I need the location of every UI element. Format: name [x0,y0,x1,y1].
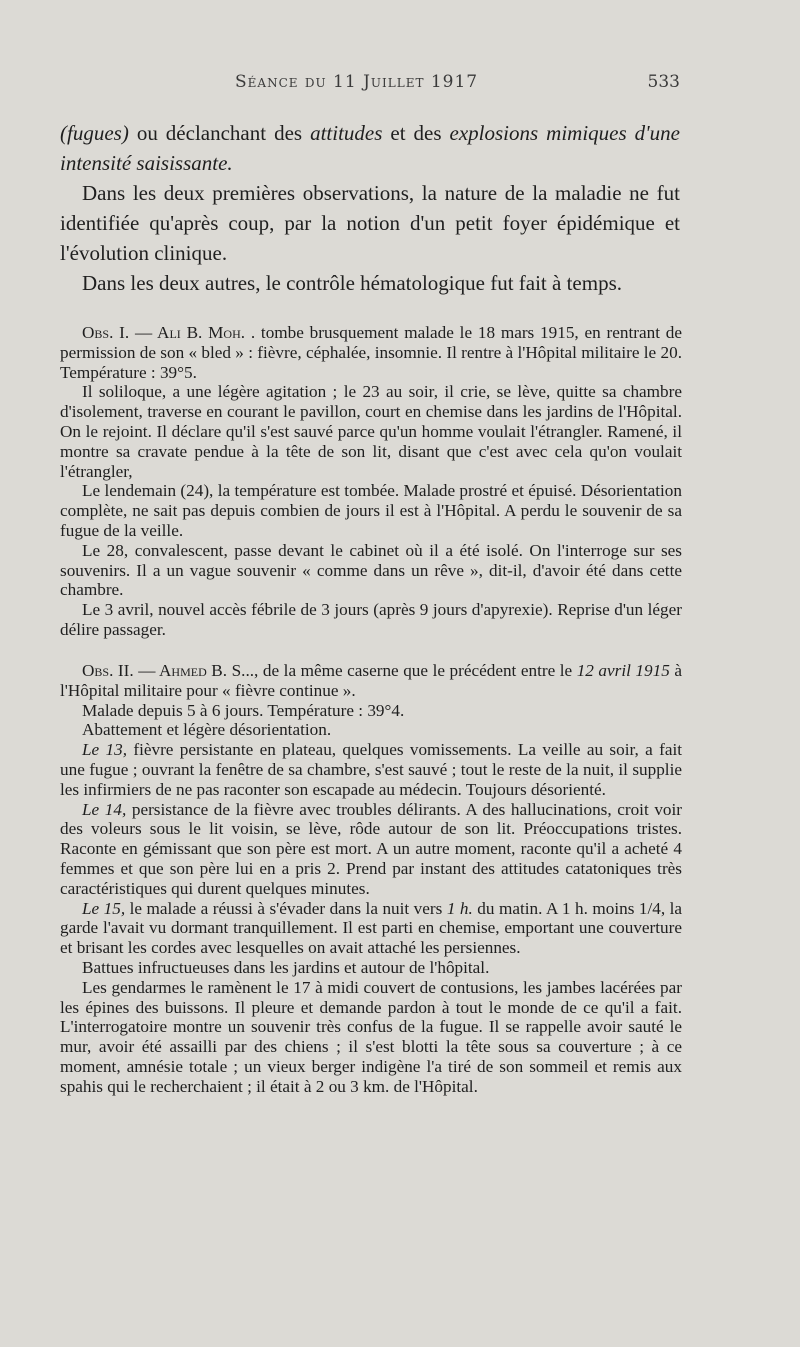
obs2-admission-date: 12 avril 1915 [576,661,670,680]
obs2-p6-text-b: du matin. A 1 h. moins 1/4, la garde l'avait vu dormant tranquillement. Il est parti en chemise, emportant une couverture et brisant les cordes avec lesquelles on avait attaché les persiennes. [60,898,683,958]
obs2-p8-text: Les gendarmes le ramènent le 17 à midi couvert de contusions, les jambes lacérées par les épines des buissons. Il pleure et demande pardon à tout le monde de ce qu'il a fait. L'interrogatoire montre un souvenir très confus de la fugue. Il se rappelle avoir sauté le mur, avoir été assailli par des chiens ; il s'est blotti la tête sous sa couverture ; à ce moment, amnésie totale ; un vieux berger indigène l'a tiré de son sommeil et remis aux spahis qui le recherchaient ; il était à 2 ou 3 km. de l'Hôpital. [60,977,682,1096]
obs1-p1-text: . tombe brusquement malade le 18 mars 1915, en rentrant de permission de son « bled » : fièvre, céphalée, insomnie. Il rentre à l'Hôpital militaire le 20. Température : 39°5. [60,323,682,382]
lead-paragraph-1 [60,118,680,178]
obs2-paragraph-6 [60,899,682,958]
obs2-paragraph-4 [60,740,682,799]
obs2-paragraph-7 [60,958,682,978]
obs2-p5-text: persistance de la fièvre avec troubles délirants. A des hallucinations, croit voir des voleurs sous le lit voisin, se lève, rôde autour de son lit. Préoccupations tristes. Raconte en gémissant que son père est mort. A un autre moment, raconte qu'il a acheté 4 femmes et que son père lui en a pris 2. Prend par instant des attitudes catatoniques très caractéristiques qui durent quelques minutes. [60,799,682,898]
obs2-p3-text: Abattement et légère désorientation. [82,720,332,740]
lead-p1-explosions: explosions mimiques d'une intensité saisissante. [60,121,680,175]
lead-text [60,118,680,298]
running-head: Séance du 11 Juillet 1917 [235,72,479,92]
obs1-paragraph-1 [60,323,682,382]
obs2-paragraph-8 [60,978,682,1097]
obs1-p2-text: Il soliloque, a une légère agitation ; le 23 au soir, il crie, se lève, quitte sa chambre d'isolement, traverse en courant le pavillon, court en chemise dans les jardins de l'Hôpital. On le rejoint. Il déclare qu'il s'est sauvé parce qu'un homme voulait l'étrangler. Ramené, il montre sa cravate pendue à la tête de son lit, disant que c'est avec cela qu'on voulait l'étrangler, [60,382,682,481]
lead-paragraph-3 [60,268,680,298]
obs1-p4-text: Le 28, convalescent, passe devant le cabinet où il a été isolé. On l'interroge sur ses souvenirs. Il a un vague souvenir « comme dans un rêve », dit-il, d'avoir été dans cette chambre. [60,540,682,600]
obs2-day-15: Le 15, [82,898,126,918]
obs1-paragraph-2 [60,382,682,481]
obs1-patient-name: — Ali B. Moh. [135,323,246,342]
lead-paragraph-2 [60,178,680,268]
obs2-paragraph-2 [60,701,682,721]
lead-p1-text-b: et des [382,121,450,145]
obs2-paragraph-3 [60,720,682,740]
obs1-label: Obs. I. [82,323,130,342]
lead-p2-text: Dans les deux premières observations, la nature de la maladie ne fut identifiée qu'après coup, par la notion d'un petit foyer épidémique et l'évolution clinique. [60,181,680,265]
obs1-p5-text: Le 3 avril, nouvel accès fébrile de 3 jours (après 9 jours d'apyrexie). Reprise d'un léger délire passager. [60,600,682,639]
obs2-p6-text-a: le malade a réussi à s'évader dans la nuit vers [125,898,447,918]
observation-1 [60,323,682,640]
obs2-p2-text: Malade depuis 5 à 6 jours. Température : 39°4. [82,700,405,720]
obs2-label: Obs. II. [82,661,134,680]
obs1-p3-text: Le lendemain (24), la température est tombée. Malade prostré et épuisé. Désorientation complète, ne sait pas depuis combien de jours il est à l'Hôpital. A perdu le souvenir de sa fugue de la veille. [60,481,682,540]
lead-p1-text-a: ou déclanchant des [128,121,311,145]
obs2-patient-name: — Ahmed B. S..., [138,661,259,680]
obs2-day-14: Le 14, [82,799,127,819]
page-header [60,70,680,100]
obs2-escape-hour: 1 h. [446,898,473,918]
lead-p1-attitudes: attitudes [310,121,383,145]
obs2-p1-text-a: de la même caserne que le précédent entre le [258,661,577,680]
obs1-paragraph-3 [60,481,682,540]
obs2-paragraph-5 [60,800,682,899]
observation-2 [60,661,682,1097]
obs2-p1-text-b: à l'Hôpital militaire pour « fièvre continue ». [60,661,682,700]
obs2-p7-text: Battues infructueuses dans les jardins et autour de l'hôpital. [82,957,490,977]
obs2-day-13: Le 13, [82,740,128,760]
obs1-paragraph-5 [60,600,682,640]
lead-p1-fugues: (fugues) [60,121,129,145]
obs1-paragraph-4 [60,541,682,600]
obs2-paragraph-1 [60,661,682,701]
obs2-p4-text: fièvre persistante en plateau, quelques vomissements. La veille au soir, a fait une fugue ; ouvrant la fenêtre de sa chambre, s'est sauvé ; tout le reste de la nuit, il supplie les infirmiers de ne pas raconter son escapade au médecin. Toujours désorienté. [60,740,683,799]
page-number: 533 [647,72,680,92]
lead-p3-text: Dans les deux autres, le contrôle hématologique fut fait à temps. [82,271,623,295]
